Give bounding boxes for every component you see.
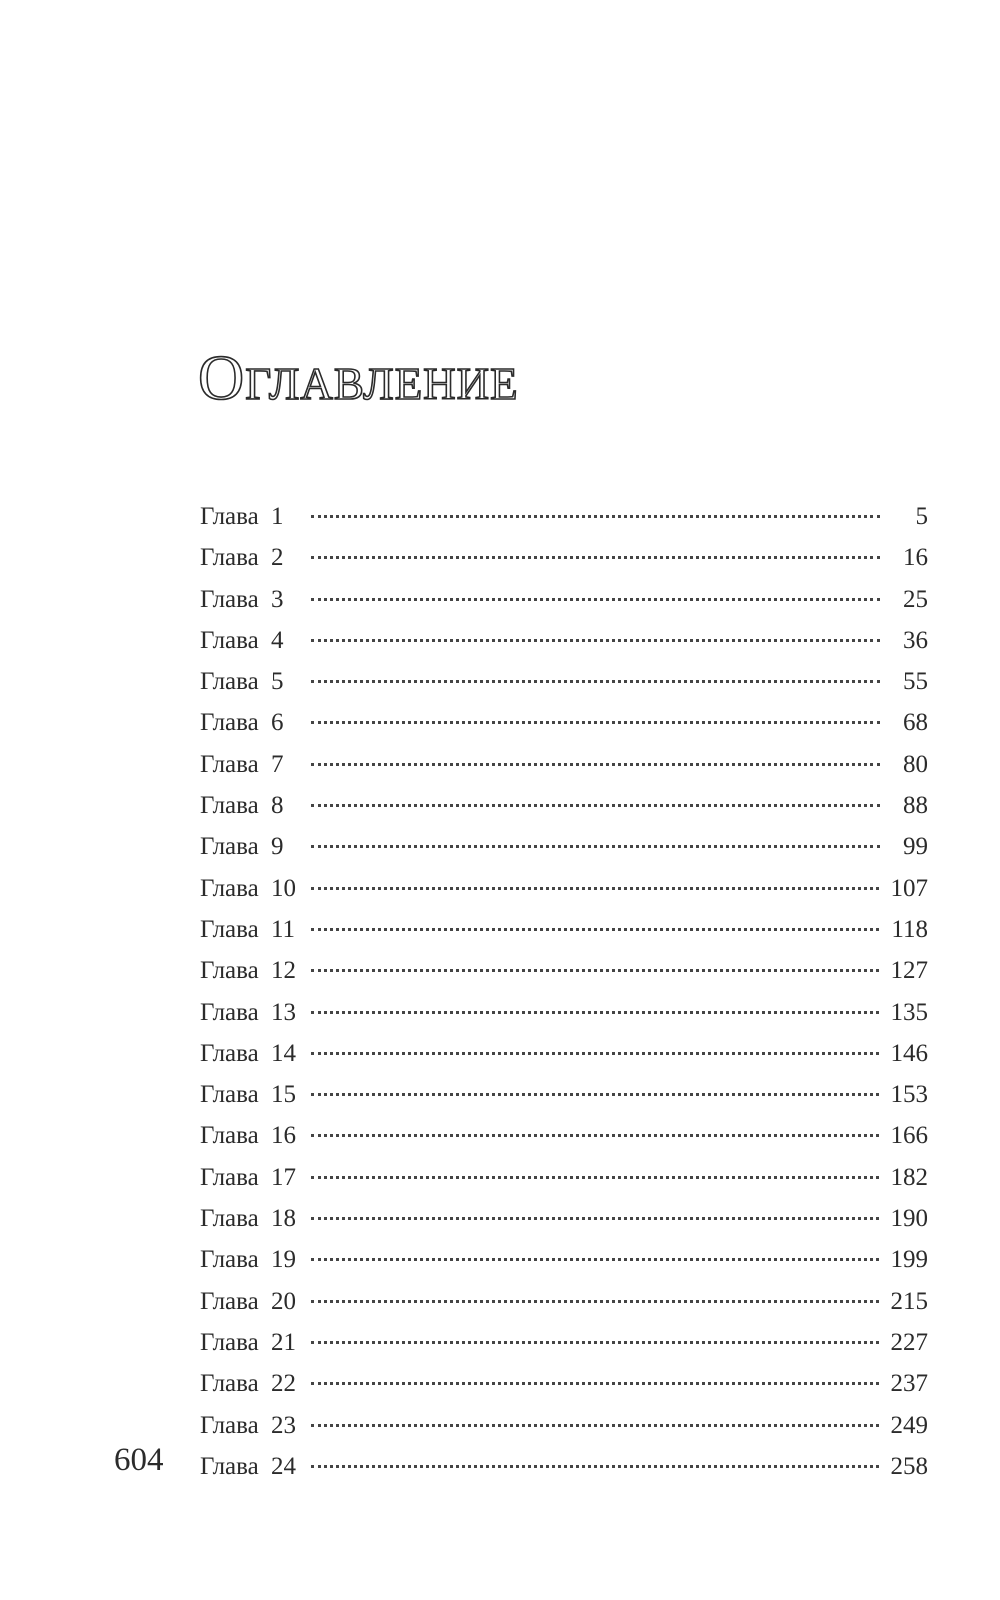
toc-entry-word: Глава <box>200 998 259 1026</box>
dot-leader <box>311 721 880 724</box>
toc-entry-label <box>200 537 301 578</box>
toc-entry <box>200 537 928 578</box>
dot-leader <box>311 556 880 559</box>
toc-entry-label <box>200 1405 301 1446</box>
toc-entry-label <box>200 1198 301 1239</box>
toc-entry-label <box>200 1115 301 1156</box>
toc-entry-number: 20 <box>270 1287 296 1315</box>
toc-entry-number: 2 <box>270 544 284 572</box>
dot-leader <box>311 887 879 890</box>
toc-entry-page: 80 <box>903 750 928 778</box>
toc-entry-number: 12 <box>270 957 296 985</box>
toc-entry-page: 25 <box>903 585 928 613</box>
dot-leader <box>311 1258 879 1261</box>
toc-entry <box>200 785 928 826</box>
toc-entry <box>200 1446 928 1487</box>
toc-entry-number: 19 <box>270 1246 296 1274</box>
toc-entry-word: Глава <box>200 1039 259 1067</box>
toc-entry <box>200 868 928 909</box>
dot-leader <box>311 804 880 807</box>
toc-entry-page: 107 <box>890 874 928 902</box>
toc-entry <box>200 1322 928 1363</box>
toc-entry-word: Глава <box>200 915 259 943</box>
toc-entry-word: Глава <box>200 874 259 902</box>
toc-entry-page: 190 <box>890 1205 928 1233</box>
toc-entry-label <box>200 785 301 826</box>
toc-entry-page: 16 <box>903 544 928 572</box>
toc-entry-page: 88 <box>903 792 928 820</box>
dot-leader <box>311 1424 879 1427</box>
toc-entry-page: 249 <box>890 1411 928 1439</box>
toc-entry <box>200 702 928 743</box>
toc-entry-word: Глава <box>200 626 259 654</box>
toc-entry-page: 237 <box>890 1370 928 1398</box>
toc-entry-label <box>200 1157 301 1198</box>
toc-entry <box>200 1033 928 1074</box>
dot-leader <box>311 1176 879 1179</box>
toc-entry-number: 7 <box>270 750 284 778</box>
toc-entry-page: 146 <box>890 1039 928 1067</box>
toc-entry-word: Глава <box>200 1122 259 1150</box>
toc-entry <box>200 744 928 785</box>
toc-entry <box>200 992 928 1033</box>
dot-leader <box>311 969 879 972</box>
toc-entry-number: 24 <box>270 1452 296 1480</box>
toc-entry-word: Глава <box>200 1411 259 1439</box>
toc-entry-word: Глава <box>200 833 259 861</box>
toc-entry-label <box>200 909 301 950</box>
toc-entry <box>200 1115 928 1156</box>
toc-entry-word: Глава <box>200 1452 259 1480</box>
dot-leader <box>311 598 880 601</box>
toc-entry-page: 199 <box>890 1246 928 1274</box>
toc-entry-label <box>200 826 301 867</box>
dot-leader <box>311 1217 879 1220</box>
toc-entry-label <box>200 992 301 1033</box>
toc-entry-number: 9 <box>270 833 284 861</box>
toc-entry-word: Глава <box>200 1370 259 1398</box>
toc-list <box>200 496 928 1487</box>
toc-entry-number: 22 <box>270 1370 296 1398</box>
toc-entry-page: 182 <box>890 1163 928 1191</box>
toc-entry-label <box>200 702 301 743</box>
dot-leader <box>311 639 880 642</box>
page-number: 604 <box>114 1442 164 1478</box>
toc-entry-number: 14 <box>270 1039 296 1067</box>
toc-entry-word: Глава <box>200 1163 259 1191</box>
dot-leader <box>311 1341 879 1344</box>
toc-entry <box>200 826 928 867</box>
dot-leader <box>311 1465 879 1468</box>
toc-entry-label <box>200 1074 301 1115</box>
toc-entry <box>200 1405 928 1446</box>
toc-entry-label <box>200 661 301 702</box>
toc-entry-page: 153 <box>890 1081 928 1109</box>
toc-entry-number: 8 <box>270 792 284 820</box>
toc-entry-word: Глава <box>200 1287 259 1315</box>
toc-entry-number: 3 <box>270 585 284 613</box>
toc-entry <box>200 1074 928 1115</box>
toc-entry-label <box>200 744 301 785</box>
page-title: Оглавление <box>198 342 519 413</box>
toc-entry-page: 99 <box>903 833 928 861</box>
toc-entry-number: 23 <box>270 1411 296 1439</box>
toc-entry-number: 17 <box>270 1163 296 1191</box>
dot-leader <box>311 1382 879 1385</box>
toc-entry-page: 5 <box>915 503 928 530</box>
dot-leader <box>311 515 880 518</box>
toc-entry-label <box>200 1033 301 1074</box>
toc-entry-label <box>200 620 301 661</box>
toc-entry <box>200 1157 928 1198</box>
toc-entry-label <box>200 1446 301 1487</box>
toc-entry-page: 166 <box>890 1122 928 1150</box>
toc-entry-number: 18 <box>270 1205 296 1233</box>
toc-entry-number: 15 <box>270 1081 296 1109</box>
toc-entry <box>200 620 928 661</box>
toc-entry-word: Глава <box>200 544 259 572</box>
toc-entry-page: 127 <box>890 957 928 985</box>
toc-entry-word: Глава <box>200 668 259 696</box>
toc-entry-number: 13 <box>270 998 296 1026</box>
toc-entry-label <box>200 1322 301 1363</box>
toc-entry <box>200 950 928 991</box>
toc-entry <box>200 496 928 537</box>
toc-entry-number: 4 <box>270 626 284 654</box>
toc-entry-label <box>200 1239 301 1280</box>
toc-entry-number: 11 <box>270 915 296 943</box>
toc-entry-word: Глава <box>200 957 259 985</box>
toc-entry-word: Глава <box>200 750 259 778</box>
dot-leader <box>311 1300 879 1303</box>
toc-entry <box>200 1239 928 1280</box>
toc-entry-number: 6 <box>270 709 284 737</box>
toc-entry-word: Глава <box>200 585 259 613</box>
toc-entry-page: 258 <box>890 1452 928 1480</box>
toc-entry <box>200 579 928 620</box>
dot-leader <box>311 763 880 766</box>
toc-entry-word: Глава <box>200 792 259 820</box>
dot-leader <box>311 680 880 683</box>
dot-leader <box>311 845 880 848</box>
toc-entry-page: 227 <box>890 1328 928 1356</box>
dot-leader <box>311 1134 879 1137</box>
dot-leader <box>311 928 879 931</box>
toc-entry-page: 135 <box>890 998 928 1026</box>
toc-entry-number: 10 <box>270 874 296 902</box>
toc-entry-label <box>200 868 301 909</box>
toc-entry-label <box>200 1363 301 1404</box>
toc-entry <box>200 1363 928 1404</box>
toc-entry-page: 215 <box>890 1287 928 1315</box>
dot-leader <box>311 1011 879 1014</box>
toc-entry-word: Глава <box>200 1328 259 1356</box>
toc-entry-label <box>200 1281 301 1322</box>
toc-entry <box>200 1281 928 1322</box>
toc-entry-word: Глава <box>200 503 259 530</box>
toc-entry-page: 68 <box>903 709 928 737</box>
toc-entry-page: 55 <box>903 668 928 696</box>
toc-entry-word: Глава <box>200 1081 259 1109</box>
toc-entry <box>200 661 928 702</box>
toc-entry-number: 16 <box>270 1122 296 1150</box>
dot-leader <box>311 1052 879 1055</box>
toc-entry-number: 5 <box>270 668 284 696</box>
toc-entry-label <box>200 496 301 537</box>
toc-entry-word: Глава <box>200 1246 259 1274</box>
toc-entry <box>200 1198 928 1239</box>
toc-entry-number: 1 <box>270 503 284 530</box>
toc-entry-number: 21 <box>270 1328 296 1356</box>
dot-leader <box>311 1093 879 1096</box>
toc-entry-word: Глава <box>200 1205 259 1233</box>
toc-entry-label <box>200 950 301 991</box>
toc-entry-label <box>200 579 301 620</box>
toc-entry-word: Глава <box>200 709 259 737</box>
toc-entry-page: 36 <box>903 626 928 654</box>
toc-entry <box>200 909 928 950</box>
toc-entry-page: 118 <box>891 915 928 943</box>
